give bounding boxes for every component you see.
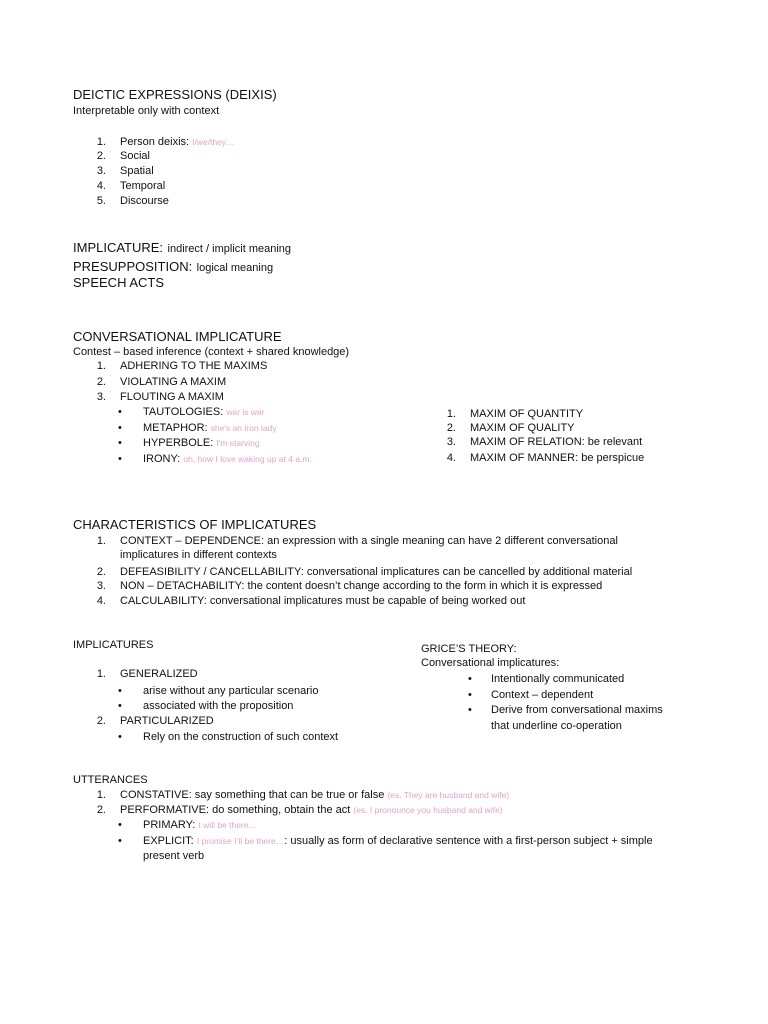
list-item: CONTEXT – DEPENDENCE: an expression with a single meaning can have 2 different conversational xyxy=(120,535,618,547)
implicatures-title: IMPLICATURES xyxy=(73,639,154,651)
list-item-continuation: present verb xyxy=(143,850,205,862)
list-number: 4. xyxy=(446,452,456,464)
list-item xyxy=(120,788,509,802)
example-text: she's an iron lady xyxy=(210,423,277,433)
list-number: 2. xyxy=(96,566,106,578)
utterances-title: UTTERANCES xyxy=(73,774,148,786)
list-number: 1. xyxy=(96,668,106,680)
example-text: (es. I pronounce you husband and wife) xyxy=(353,805,503,815)
bullet-icon: • xyxy=(468,673,472,685)
list-item: Intentionally communicated xyxy=(491,673,625,685)
example-text: I promise I’ll be there… xyxy=(196,836,285,846)
list-item-label: HYPERBOLE: xyxy=(143,437,214,449)
bullet-icon: • xyxy=(118,437,122,449)
example-text: war is war xyxy=(226,407,265,417)
list-item: PARTICULARIZED xyxy=(120,715,214,727)
list-number: 5. xyxy=(96,195,106,207)
list-item-label: CONSTATIVE: say something that can be true or false xyxy=(120,789,385,801)
list-item-continuation: that underline co-operation xyxy=(491,720,622,732)
list-item: CALCULABILITY: conversational implicatures must be capable of being worked out xyxy=(120,595,526,607)
list-item xyxy=(143,405,265,419)
example-text: I/we/they… xyxy=(192,137,235,147)
list-item-continuation: implicatures in different contexts xyxy=(120,549,277,561)
list-item: Context – dependent xyxy=(491,689,594,701)
bullet-icon: • xyxy=(118,835,122,847)
list-number: 1. xyxy=(96,535,106,547)
list-number: 2. xyxy=(446,422,456,434)
list-number: 3. xyxy=(96,391,106,403)
implicature-definition xyxy=(73,239,291,257)
list-item-label: PRIMARY: xyxy=(143,819,196,831)
list-item: FLOUTING A MAXIM xyxy=(120,391,224,403)
list-item-text: : usually as form of declarative sentence with a first-person subject + simple xyxy=(284,835,653,847)
example-text: I will be there… xyxy=(198,820,258,830)
list-item: Rely on the construction of such context xyxy=(143,731,339,743)
implicature-text: indirect / implicit meaning xyxy=(167,243,292,255)
bullet-icon: • xyxy=(118,422,122,434)
list-item: arise without any particular scenario xyxy=(143,685,319,697)
list-number: 3. xyxy=(446,436,456,448)
list-number: 4. xyxy=(96,180,106,192)
list-item: associated with the proposition xyxy=(143,700,294,712)
implicature-label: IMPLICATURE: xyxy=(73,240,164,255)
example-text: oh, how I love waking up at 4 a.m. xyxy=(183,454,312,464)
list-number: 3. xyxy=(96,580,106,592)
deixis-title: DEICTIC EXPRESSIONS (DEIXIS) xyxy=(73,87,277,102)
bullet-icon: • xyxy=(468,704,472,716)
list-item xyxy=(120,135,235,149)
list-number: 1. xyxy=(446,408,456,420)
presupposition-text: logical meaning xyxy=(196,262,274,274)
list-item-label: IRONY: xyxy=(143,453,181,465)
speech-acts-heading: SPEECH ACTS xyxy=(73,275,165,290)
list-item: Derive from conversational maxims xyxy=(491,704,663,716)
conversational-title: CONVERSATIONAL IMPLICATURE xyxy=(73,329,282,344)
list-item-label: Person deixis: xyxy=(120,136,190,148)
maxim-item: MAXIM OF MANNER: be perspicue xyxy=(470,452,645,464)
deixis-subtitle: Interpretable only with context xyxy=(73,105,220,117)
list-number: 2. xyxy=(96,376,106,388)
list-number: 2. xyxy=(96,804,106,816)
bullet-icon: • xyxy=(118,406,122,418)
bullet-icon: • xyxy=(468,689,472,701)
example-text: (es. They are husband and wife) xyxy=(387,790,510,800)
conversational-subtitle: Contest – based inference (context + shared knowledge) xyxy=(73,346,350,358)
list-number: 2. xyxy=(96,715,106,727)
list-item: Spatial xyxy=(120,165,154,177)
list-item: VIOLATING A MAXIM xyxy=(120,376,227,388)
list-item xyxy=(143,452,312,466)
list-number: 3. xyxy=(96,165,106,177)
list-item xyxy=(143,436,260,450)
list-item-label: TAUTOLOGIES: xyxy=(143,406,224,418)
list-item: Discourse xyxy=(120,195,169,207)
list-number: 1. xyxy=(96,789,106,801)
list-item: Temporal xyxy=(120,180,166,192)
list-item: ADHERING TO THE MAXIMS xyxy=(120,360,268,372)
list-item xyxy=(120,803,503,817)
maxim-item: MAXIM OF QUALITY xyxy=(470,422,575,434)
list-item xyxy=(143,818,257,832)
list-number: 1. xyxy=(96,360,106,372)
list-number: 4. xyxy=(96,595,106,607)
list-item-label: EXPLICIT: xyxy=(143,835,194,847)
characteristics-title: CHARACTERISTICS OF IMPLICATURES xyxy=(73,517,317,532)
example-text: I'm starving xyxy=(216,438,260,448)
maxim-item: MAXIM OF QUANTITY xyxy=(470,408,584,420)
list-item xyxy=(143,421,277,435)
list-item-label: METAPHOR: xyxy=(143,422,208,434)
presupposition-definition xyxy=(73,258,273,276)
list-number: 1. xyxy=(96,136,106,148)
bullet-icon: • xyxy=(118,700,122,712)
list-item: NON – DETACHABILITY: the content doesn’t change according to the form in which it is expressed xyxy=(120,580,603,592)
presupposition-label: PRESUPPOSITION: xyxy=(73,259,193,274)
list-number: 2. xyxy=(96,150,106,162)
bullet-icon: • xyxy=(118,731,122,743)
list-item-label: PERFORMATIVE: do something, obtain the act xyxy=(120,804,351,816)
bullet-icon: • xyxy=(118,453,122,465)
maxim-item: MAXIM OF RELATION: be relevant xyxy=(470,436,643,448)
grice-title: GRICE’S THEORY: xyxy=(421,643,517,655)
list-item xyxy=(143,834,653,848)
list-item: Social xyxy=(120,150,150,162)
list-item: GENERALIZED xyxy=(120,668,198,680)
bullet-icon: • xyxy=(118,819,122,831)
grice-subtitle: Conversational implicatures: xyxy=(421,657,560,669)
list-item: DEFEASIBILITY / CANCELLABILITY: conversational implicatures can be cancelled by additional material xyxy=(120,566,633,578)
bullet-icon: • xyxy=(118,685,122,697)
